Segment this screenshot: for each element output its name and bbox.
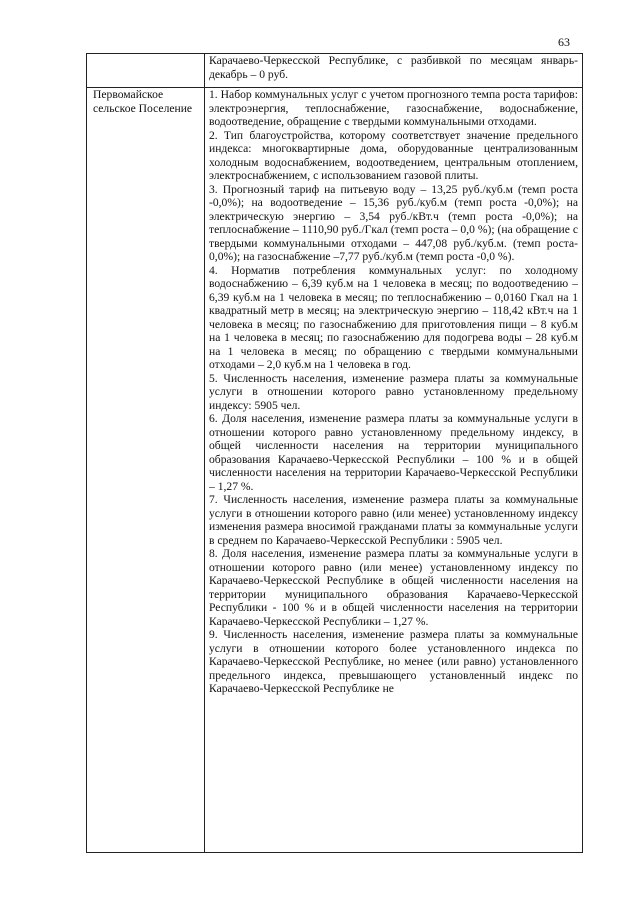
indicator-paragraph: 2. Тип благоустройства, которому соответствует значение предельного индекса: многоквартирные дома, оборудованные централизованным холодным водоснабжением, водоотведением, центральным отоплением, электроснабжением, с использованием газовой плиты. bbox=[209, 128, 578, 182]
indicator-paragraph: 6. Доля населения, изменение размера платы за коммунальные услуги в отношении которого равно установленному предельному индексу, в общей численности населения на территории муниципального образования Карачаево-Черкесской Республики – 100 % и в общей численности населения на территории Карачаево-Черкесской Республики – 1,27 %. bbox=[209, 412, 578, 493]
page-number: 63 bbox=[558, 35, 570, 49]
indicators-content bbox=[209, 88, 578, 850]
empty-cell bbox=[87, 54, 205, 88]
indicator-paragraph: 4. Норматив потребления коммунальных услуг: по холодному водоснабжению – 6,39 куб.м на 1 человека в месяц; по водоотведению – 6,39 куб.м на 1 человека в месяц; по теплоснабжению – 0,0160 Гкал на 1 квадратный метр в месяц; на электрическую энергию – 118,42 кВт.ч на 1 человека в месяц; по газоснабжению для приготовления пищи – 8 куб.м на 1 человека в месяц; по газоснабжению для подогрева воды – 28 куб.м на 1 человека в месяц; по обращению с твердыми коммунальными отходами – 2,0 куб.м на 1 человека в год. bbox=[209, 263, 578, 371]
indicator-paragraph: 9. Численность населения, изменение размера платы за коммунальные услуги в отношении которого более установленного индекса по Карачаево-Черкесской Республике, но менее (или равно) установленного предельного индекса, превышающего установленный индекс по Карачаево-Черкесской Республике не bbox=[209, 628, 578, 695]
settlement-name-cell: Первомайское сельское Поселение bbox=[87, 88, 205, 853]
tariff-table bbox=[86, 53, 583, 853]
table-row bbox=[87, 54, 583, 88]
indicator-paragraph: 5. Численность населения, изменение размера платы за коммунальные услуги в отношении которого равно установленному предельному индексу: 5905 чел. bbox=[209, 371, 578, 412]
indicator-paragraph: 1. Набор коммунальных услуг с учетом прогнозного темпа роста тарифов: электроэнергия, теплоснабжение, газоснабжение, водоснабжение, водоотведение, обращение с твердыми коммунальными отходами. bbox=[209, 88, 578, 128]
continuation-cell: Карачаево-Черкесской Республике, с разбивкой по месяцам январь-декабрь – 0 руб. bbox=[205, 54, 583, 88]
indicator-paragraph: 8. Доля населения, изменение размера платы за коммунальные услуги в отношении которого равно (или менее) установленному индексу по Карачаево-Черкесской Республике в общей численности населения на территории муниципального образования Карачаево-Черкесской Республики - 100 % и в общей численности населения на территории Карачаево-Черкесской Республики – 1,27 %. bbox=[209, 547, 578, 628]
indicator-paragraph: 7. Численность населения, изменение размера платы за коммунальные услуги в отношении которого равно (или менее) установленному индексу изменения размера вносимой гражданами платы за коммунальные услуги в среднем по Карачаево-Черкесской Республики : 5905 чел. bbox=[209, 493, 578, 547]
table-row bbox=[87, 88, 583, 853]
indicator-paragraph: 3. Прогнозный тариф на питьевую воду – 13,25 руб./куб.м (темп роста -0,0%); на водоотведение – 15,36 руб./куб.м (темп роста -0,0%); на электрическую энергию – 3,54 руб./кВт.ч (темп роста -0,0%); на теплоснабжение – 1110,90 руб./Гкал (темп роста – 0,0 %); (на обращение с твердыми коммунальными отходами – 447,08 руб./куб.м. (темп роста- 0,0%); на газоснабжение –7,77 руб./куб.м (темп роста -0,0 %). bbox=[209, 182, 578, 263]
indicators-cell bbox=[205, 88, 583, 853]
